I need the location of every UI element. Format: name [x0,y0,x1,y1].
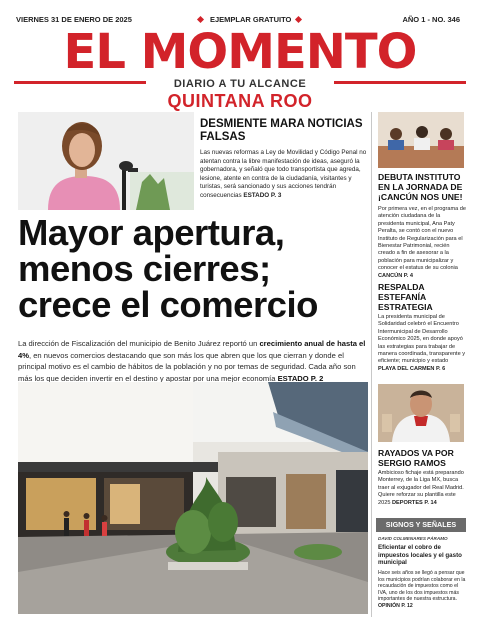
column-ref[interactable]: OPINIÓN P. 12 [378,602,413,609]
sidebar-story1-ref[interactable]: CANCÚN P. 4 [378,272,414,279]
top-story-title[interactable]: DESMIENTE MARA NOTICIAS FALSAS [200,118,363,143]
mall-photo[interactable] [18,382,368,614]
sidebar-story2-ref[interactable]: PLAYA DEL CARMEN P. 6 [378,365,446,372]
sidebar-story1-body [378,206,466,280]
masthead-title: EL MOMENTO [63,24,417,80]
column-text: Hace seis años se llegó a pensar que los municipios podrían colaborar en la recaudación de impuestos como el IVA, uno de los dos impuestos más importantes de nuestra estructura. [378,570,466,603]
sidebar-story3-text: Ambicioso fichaje está preparando Monterrey, de la Liga MX, busca traer al exjugador del Real Madrid. Quiere reforzar su plantilla este 2025 [378,470,464,506]
lede-part: , en nuevos comercios destacando que son más los que abren que los que cierran y donde el principal motivo es el cambio de hábitos de la población y no por temas de seguridad. Cada año son más los que deciden invertir en el destino y apostar por una mejor economía [18,350,356,383]
sidebar-story1-text: Por primera vez, en el programa de atención ciudadana de la presidenta municipal, Ana Paty Peralta, se contó con el nuevo Instituto de Regularización para el Bienestar Patrimonial, recién creado a fin de asesorar a la población para municipalizar y conocer el estatus de su colonia [378,206,466,272]
column-divider [371,112,372,617]
column-section-bar: SIGNOS Y SEÑALES [376,518,466,532]
lede-part: La dirección de Fiscalización del municipio de Benito Juárez reportó un [18,339,260,348]
sidebar-story3-body [378,470,466,507]
top-story-body [200,149,370,200]
issue-date: VIERNES 31 DE ENERO DE 2025 [16,15,132,24]
diamond-icon [197,16,204,23]
masthead-rule-left [14,81,146,84]
top-story-text: Las nuevas reformas a Ley de Movilidad y Código Penal no atentan contra la libre manifestación de ideas, aseguró la gobernadora, y señaló que todo transportista que agreda, lesione, atente en contra de la ciudadanía, visitantes y turistas, será sancionado y sus acciones tendrán consecuencias [200,149,367,199]
lede-highlight: crecimiento anual de hasta el 4% [18,339,366,360]
main-lede [18,338,368,384]
main-headline[interactable]: Mayor apertura, menos cierres; crece el comercio [18,212,318,325]
column-title[interactable]: Eficientar el cobro de impuestos locales y el gasto municipal [378,544,462,567]
sergio-ramos-photo[interactable] [378,384,464,442]
governor-photo[interactable] [18,112,194,210]
sidebar-story2-title[interactable]: RESPALDA ESTEFANÍA ESTRATEGIA [378,282,433,312]
sidebar-story3-title[interactable]: RAYADOS VA POR SERGIO RAMOS [378,448,454,468]
diamond-icon [295,16,302,23]
sidebar-story2-body [378,314,466,373]
meeting-illustration [378,112,464,168]
issue-number: AÑO 1 - NO. 346 [402,15,460,24]
top-story-ref[interactable]: ESTADO P. 3 [243,191,282,199]
edition-type: EJEMPLAR GRATUITO [210,15,292,24]
column-author: DAVID COLMENARES PÁRAMO [378,536,448,541]
masthead-rule-right [334,81,466,84]
masthead-tagline: DIARIO A TU ALCANCE [173,78,307,90]
sidebar-story2-text: La presidenta municipal de Solidaridad celebró el Encuentro Intermunicipal de Desarrollo Económico 2025, en donde apoyó las estrategias para trabajar de manera coordinada, transparente y eficiente; municipio y estado [378,314,466,365]
sidebar-story3-ref[interactable]: DEPORTES P. 14 [392,499,437,506]
mall-illustration [18,382,368,614]
instituto-photo[interactable] [378,112,464,168]
sidebar-story1-title[interactable]: DEBUTA INSTITUTO EN LA JORNADA DE ¡CANCÚN NOS UNE! [378,172,463,202]
lede-ref[interactable]: ESTADO P. 2 [277,373,324,383]
governor-illustration [18,112,194,210]
masthead-region: QUINTANA ROO [167,91,313,111]
footballer-illustration [378,384,464,442]
column-body [378,570,466,610]
